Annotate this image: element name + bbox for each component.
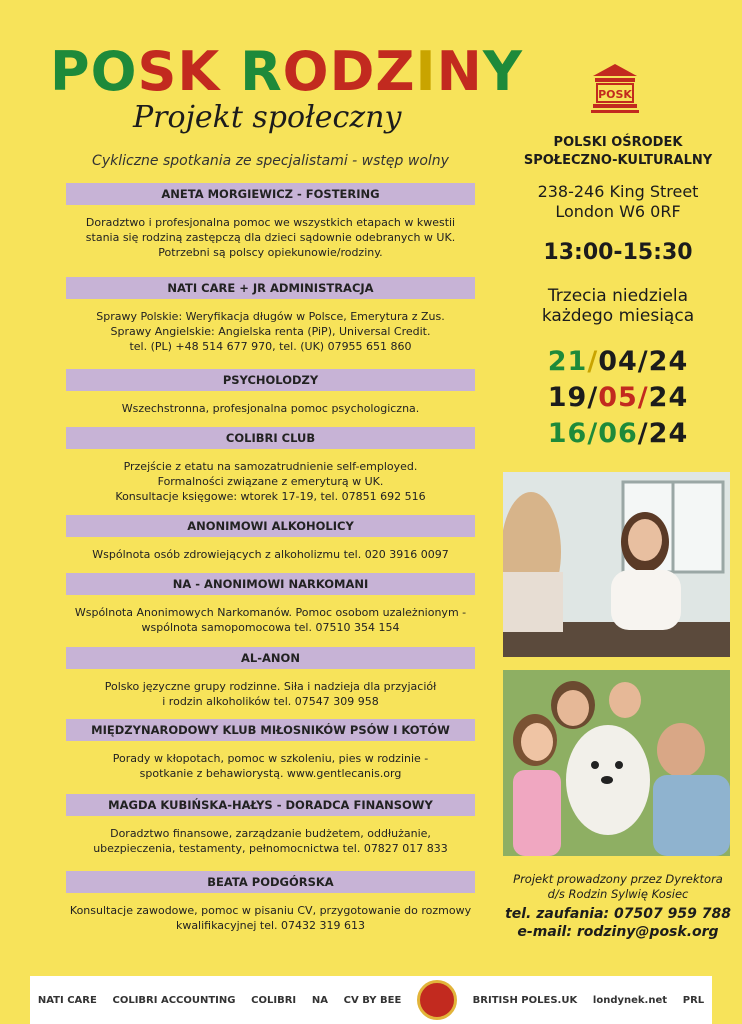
meeting-photo (503, 472, 730, 657)
description-line: tel. (PL) +48 514 677 970, tel. (UK) 07955 651 860 (129, 340, 412, 353)
intro-line: Cykliczne spotkania ze specjalistami - wstęp wolny (92, 153, 449, 169)
contact-info (500, 905, 736, 941)
section-description (60, 751, 481, 781)
section-description (60, 826, 481, 856)
section-description (60, 459, 481, 504)
description-line: Doradztwo i profesjonalna pomoc we wszystkich etapach w kwestii (85, 216, 456, 229)
section-description (60, 401, 481, 416)
venue-name-line2: SPOŁECZNO-KULTURALNY (523, 153, 713, 168)
description-line: Konsultacje księgowe: wtorek 17-19, tel. 07851 692 516 (115, 490, 426, 503)
section-description (60, 605, 481, 635)
title-letter: R (240, 40, 283, 103)
section-description (60, 215, 481, 260)
date-part: 19 (547, 382, 588, 413)
sponsor-logo-british-poles (473, 995, 578, 1006)
sponsor-logo-dog-club (417, 980, 457, 1020)
sponsor-label: CV BY BEE (343, 994, 402, 1006)
section-header: NATI CARE + JR ADMINISTRACJA (66, 277, 475, 299)
meeting-date (500, 382, 736, 413)
title-letter (220, 40, 240, 103)
date-part: / (637, 418, 649, 449)
description-line: kwalifikacyjnej tel. 07432 319 613 (175, 919, 366, 932)
section-description (60, 547, 481, 562)
section-header: NA - ANONIMOWI NARKOMANI (66, 573, 475, 595)
sponsor-logo-colibri-club (251, 995, 296, 1006)
description-line: Porady w kłopotach, pomoc w szkoleniu, pies w rodzinie - (112, 752, 429, 765)
section-header: AL-ANON (66, 647, 475, 669)
posk-logo-text: POSK (598, 88, 632, 101)
title-letter: N (436, 40, 483, 103)
description-line: Wspólnota Anonimowych Narkomanów. Pomoc osobom uzależnionym - (74, 606, 467, 619)
title-letter: Y (482, 40, 523, 103)
poster-title (50, 40, 523, 103)
section-description (60, 679, 481, 709)
schedule-line2: każdego miesiąca (541, 306, 695, 326)
title-letter: O (90, 40, 138, 103)
sponsor-emblem-icon (417, 980, 457, 1020)
description-line: Wszechstronna, profesjonalna pomoc psychologiczna. (121, 402, 420, 415)
address-line2: London W6 0RF (555, 202, 681, 221)
date-part: / (637, 346, 649, 377)
title-letter: S (137, 40, 178, 103)
date-part: / (637, 382, 649, 413)
section-header: COLIBRI CLUB (66, 427, 475, 449)
address-line1: 238-246 King Street (537, 182, 699, 201)
date-part: 24 (648, 418, 689, 449)
title-letter: K (177, 40, 221, 103)
date-part: / (587, 382, 599, 413)
date-part: 05 (598, 382, 638, 413)
sponsor-label: BRITISH POLES.UK (472, 994, 578, 1006)
description-line: Wspólnota osób zdrowiejących z alkoholizmu tel. 020 3916 0097 (92, 548, 449, 561)
section-header: ANETA MORGIEWICZ - FOSTERING (66, 183, 475, 205)
sponsor-label: PRL (682, 994, 705, 1006)
date-part: 06 (598, 418, 638, 449)
description-line: Doradztwo finansowe, zarządzanie budżetem, oddłużanie, (110, 827, 431, 840)
description-line: spotkanie z behawiorystą. www.gentlecanis.org (139, 767, 402, 780)
sponsor-logo-prl (683, 995, 704, 1006)
section-header: PSYCHOLODZY (66, 369, 475, 391)
date-part: 24 (648, 346, 689, 377)
sponsor-label: COLIBRI (251, 994, 297, 1006)
section-header: MAGDA KUBIŃSKA-HAŁYS - DORADCA FINANSOWY (66, 794, 475, 816)
title-letter: D (329, 40, 376, 103)
sponsor-logo-nati-care (38, 995, 97, 1006)
section-header: MIĘDZYNARODOWY KLUB MIŁOSNIKÓW PSÓW I KOTÓW (66, 719, 475, 741)
schedule-line1: Trzecia niedziela (547, 286, 689, 306)
title-letter: I (415, 40, 437, 103)
description-line: Sprawy Polskie: Weryfikacja długów w Polsce, Emerytura z Zus. (96, 310, 445, 323)
sponsor-label: londynek.net (592, 994, 668, 1006)
venue-name (500, 134, 736, 170)
project-note (500, 872, 736, 902)
description-line: Przejście z etatu na samozatrudnienie self-employed. (123, 460, 418, 473)
note-line1: Projekt prowadzony przez Dyrektora (513, 872, 723, 886)
description-line: ubezpieczenia, testamenty, pełnomocnictwa tel. 07827 017 833 (93, 842, 448, 855)
meeting-schedule (500, 286, 736, 326)
date-part: 04 (598, 346, 638, 377)
sponsor-label: NATI CARE (37, 994, 97, 1006)
section-header: ANONIMOWI ALKOHOLICY (66, 515, 475, 537)
title-letter: P (50, 40, 91, 103)
description-line: stania się rodziną zastępczą dla dzieci sądownie odebranych w UK. (85, 231, 456, 244)
contact-phone[interactable]: tel. zaufania: 07507 959 788 (505, 906, 731, 922)
sponsor-logo-cv-by-bee (344, 995, 402, 1006)
note-line2: d/s Rodzin Sylwię Kosiec (547, 887, 689, 901)
contact-email[interactable]: e-mail: rodziny@posk.org (517, 924, 719, 940)
date-part: 16 (547, 418, 588, 449)
description-line: Formalności związane z emeryturą w UK. (157, 475, 384, 488)
sponsor-label: NA (311, 994, 328, 1006)
date-part: 24 (648, 382, 689, 413)
description-line: Konsultacje zawodowe, pomoc w pisaniu CV, przygotowanie do rozmowy (69, 904, 472, 917)
posk-logo (590, 62, 640, 114)
meeting-date (500, 346, 736, 377)
description-line: i rodzin alkoholików tel. 07547 309 958 (162, 695, 379, 708)
sponsor-logo-colibri-accounting (113, 995, 236, 1006)
description-line: Polsko języczne grupy rodzinne. Siła i nadzieja dla przyjaciół (104, 680, 437, 693)
sponsor-strip (30, 976, 712, 1024)
sponsor-label: COLIBRI ACCOUNTING (112, 994, 236, 1006)
date-part: / (587, 346, 599, 377)
section-description (60, 309, 481, 354)
description-line: Potrzebni są polscy opiekunowie/rodziny. (158, 246, 383, 259)
meeting-date (500, 418, 736, 449)
venue-address (500, 182, 736, 222)
family-photo (503, 670, 730, 856)
venue-name-line1: POLSKI OŚRODEK (553, 135, 683, 150)
description-line: wspólnota samopomocowa tel. 07510 354 154 (141, 621, 400, 634)
sponsor-logo-na-logo (312, 995, 328, 1006)
date-part: / (587, 418, 599, 449)
poster-subtitle: Projekt społeczny (133, 100, 402, 135)
date-part: 21 (547, 346, 588, 377)
sponsor-logo-londynek (593, 995, 667, 1006)
meeting-time: 13:00-15:30 (543, 240, 693, 265)
title-letter: Z (375, 40, 416, 103)
section-description (60, 903, 481, 933)
description-line: Sprawy Angielskie: Angielska renta (PiP), Universal Credit. (110, 325, 431, 338)
title-letter: O (282, 40, 330, 103)
section-header: BEATA PODGÓRSKA (66, 871, 475, 893)
